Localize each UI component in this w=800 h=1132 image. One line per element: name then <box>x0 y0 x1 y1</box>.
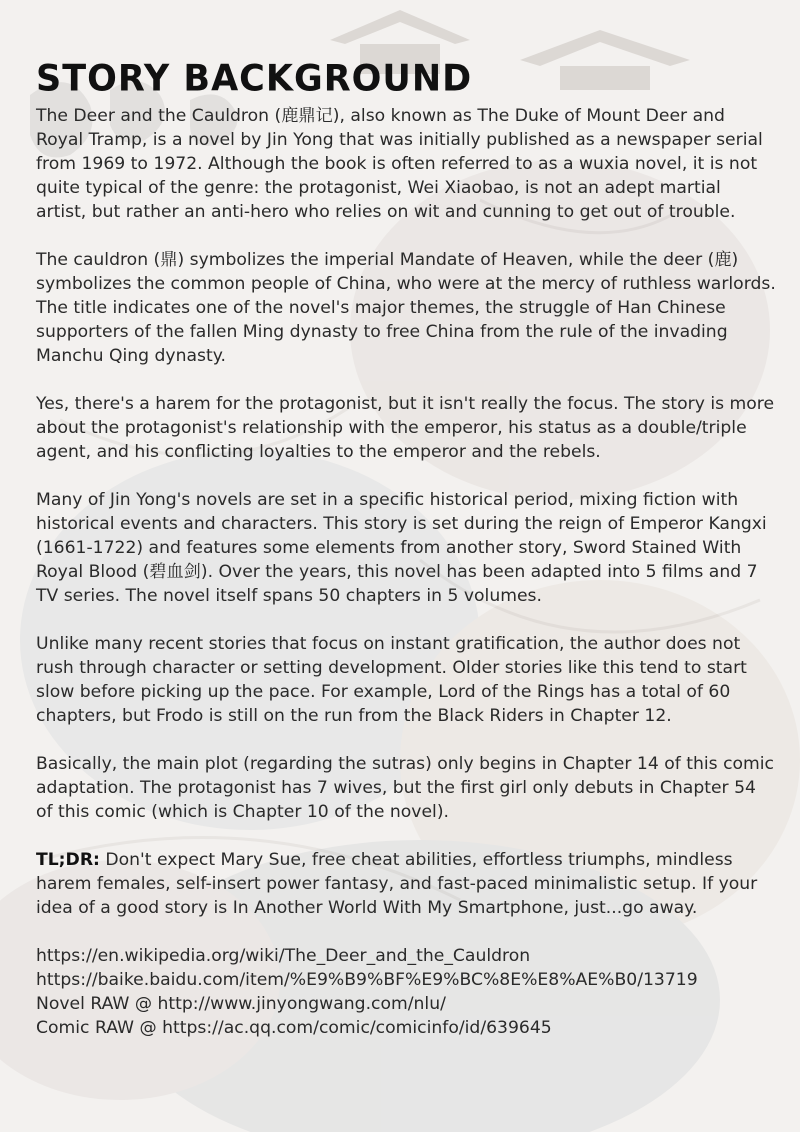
paragraph-pacing: Unlike many recent stories that focus on instant gratification, the author does not rush through character or setting development. Older stories like this tend to start slow before picking up the pace. For example, Lord of the Rings has a total of 60 chapters, but Frodo is still on the run from the Black Riders in Chapter 12. <box>36 634 747 726</box>
story-background-section <box>36 58 776 1040</box>
link-novel-raw[interactable]: Novel RAW @ http://www.jinyongwang.com/nlu/ <box>36 994 446 1014</box>
tldr-label: TL;DR: <box>36 850 100 870</box>
source-links <box>36 944 776 1040</box>
tldr-text: Don't expect Mary Sue, free cheat abilities, effortless triumphs, mindless harem females, self-insert power fantasy, and fast-paced minimalistic setup. If your idea of a good story is In Another World With My Smartphone, just...go away. <box>36 850 758 918</box>
paragraph-plot: Basically, the main plot (regarding the sutras) only begins in Chapter 14 of this comic adaptation. The protagonist has 7 wives, but the first girl only debuts in Chapter 54 of this comic (which is Chapter 10 of the novel). <box>36 754 775 822</box>
paragraph-intro: The Deer and the Cauldron (鹿鼎记), also known as The Duke of Mount Deer and Royal Tramp, is a novel by Jin Yong that was initially published as a newspaper serial from 1969 to 1972. Although the book is often referred to as a wuxia novel, it is not quite typical of the genre: the protagonist, Wei Xiaobao, is not an adept martial artist, but rather an anti-hero who relies on wit and cunning to get out of trouble. <box>36 106 763 222</box>
paragraph-harem: Yes, there's a harem for the protagonist, but it isn't really the focus. The story is more about the protagonist's relationship with the emperor, his status as a double/triple agent, and his conflicting loyalties to the emperor and the rebels. <box>36 394 775 462</box>
page-title: STORY BACKGROUND <box>36 58 473 100</box>
link-comic-raw[interactable]: Comic RAW @ https://ac.qq.com/comic/comicinfo/id/639645 <box>36 1018 552 1038</box>
paragraph-symbolism: The cauldron (鼎) symbolizes the imperial Mandate of Heaven, while the deer (鹿) symbolizes the common people of China, who were at the mercy of ruthless warlords. The title indicates one of the novel's major themes, the struggle of Han Chinese supporters of the fallen Ming dynasty to free China from the rule of the invading Manchu Qing dynasty. <box>36 250 776 366</box>
paragraph-tldr <box>36 848 776 920</box>
link-wikipedia[interactable]: https://en.wikipedia.org/wiki/The_Deer_and_the_Cauldron <box>36 946 531 966</box>
link-baidu[interactable]: https://baike.baidu.com/item/%E9%B9%BF%E9%BC%8E%E8%AE%B0/13719 <box>36 970 698 990</box>
paragraph-history: Many of Jin Yong's novels are set in a specific historical period, mixing fiction with historical events and characters. This story is set during the reign of Emperor Kangxi (1661-1722) and features some elements from another story, Sword Stained With Royal Blood (碧血剑). Over the years, this novel has been adapted into 5 films and 7 TV series. The novel itself spans 50 chapters in 5 volumes. <box>36 490 767 606</box>
